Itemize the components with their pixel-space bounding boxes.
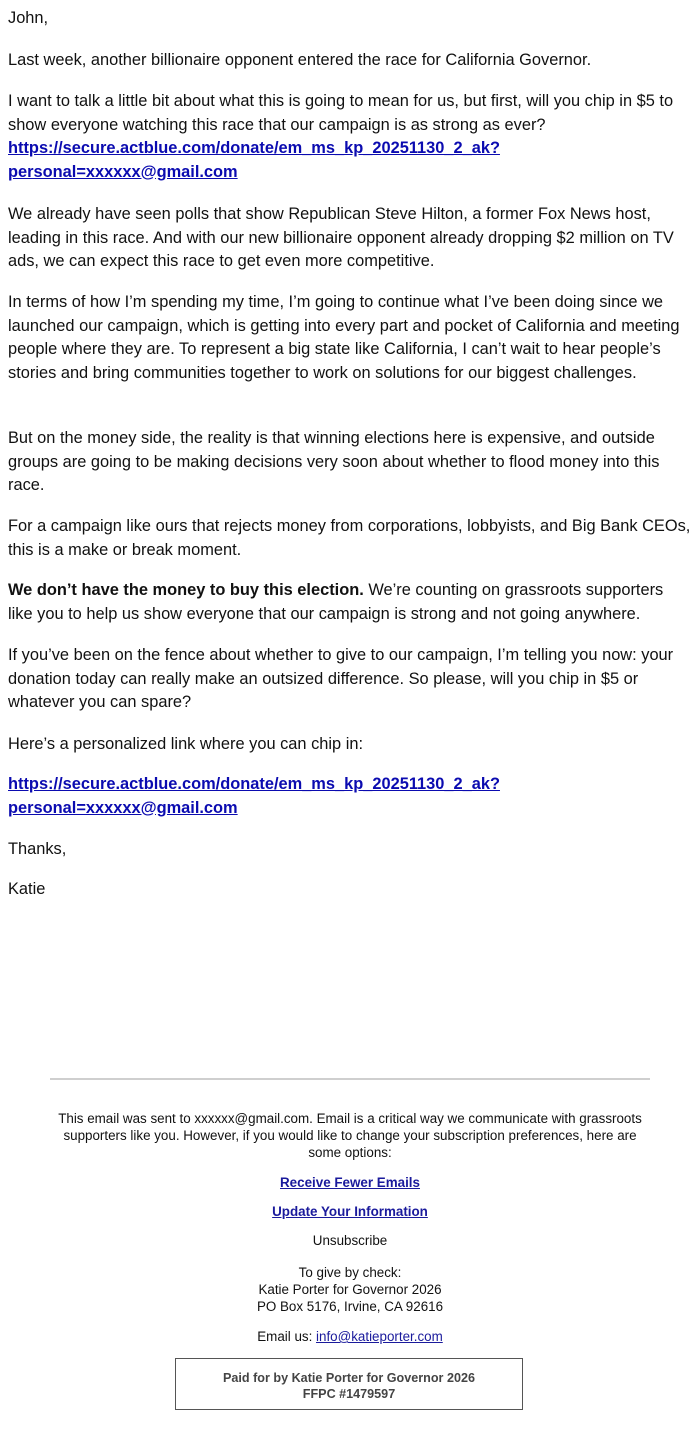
unsubscribe-link[interactable]: Unsubscribe <box>312 1233 388 1248</box>
check-label: To give by check: <box>298 1265 402 1280</box>
check-address: PO Box 5176, Irvine, CA 92616 <box>256 1299 444 1314</box>
update-information-link[interactable]: Update Your Information <box>272 1204 428 1219</box>
paid-for-line: Paid for by Katie Porter for Governor 2026 <box>223 1371 475 1385</box>
unsubscribe-row <box>50 1232 650 1249</box>
paragraph-make-or-break: For a campaign like ours that rejects money from corporations, lobbyists, and Big Bank CEOs, this is a make or break moment. <box>8 517 691 559</box>
check-address-block <box>50 1264 650 1315</box>
paragraph-personalized-link: Here’s a personalized link where you can chip in: <box>8 735 364 753</box>
paragraph-buy-election <box>8 579 692 626</box>
check-name: Katie Porter for Governor 2026 <box>258 1282 442 1297</box>
paid-for-box <box>175 1358 523 1410</box>
paragraph-on-the-fence: If you’ve been on the fence about whether to give to our campaign, I’m telling you now: your donation today can really make an outsized difference. So please, will you chip in $5 or whatever you can spare? <box>8 646 674 711</box>
thanks-line: Thanks, <box>8 840 67 858</box>
donate-link[interactable]: https://secure.actblue.com/donate/em_ms_kp_20251130_2_ak? personal=xxxxxx@gmail.com <box>8 139 500 181</box>
receive-fewer-emails-row <box>50 1174 650 1191</box>
greeting: John, <box>8 9 49 27</box>
paragraph-billionaire-entered: Last week, another billionaire opponent entered the race for California Governor. <box>8 51 592 69</box>
donate-link-paragraph <box>8 773 692 820</box>
paragraph-buy-election-rest: We’re counting on grassroots supporters like you to help us show everyone that our campaign is strong and not going anywhere. <box>8 581 664 623</box>
email-us-link[interactable]: info@katieporter.com <box>316 1329 443 1344</box>
paragraph-money-side: But on the money side, the reality is that winning elections here is expensive, and outside groups are going to be making decisions very soon about whether to flood money into this race. <box>8 429 660 494</box>
footer-notice: This email was sent to xxxxxx@gmail.com. Email is a critical way we communicate with grassroots supporters like you. However, if you would like to change your subscription preferences, here are some options: <box>58 1111 642 1160</box>
receive-fewer-emails-link[interactable]: Receive Fewer Emails <box>280 1175 420 1190</box>
update-information-row <box>50 1203 650 1220</box>
footer-divider <box>50 1078 650 1080</box>
paragraph-chip-in <box>8 90 692 184</box>
donate-link-2[interactable]: https://secure.actblue.com/donate/em_ms_kp_20251130_2_ak? personal=xxxxxx@gmail.com <box>8 775 500 817</box>
ffpc-line: FFPC #1479597 <box>302 1387 396 1401</box>
paragraph-chip-in-text: I want to talk a little bit about what this is going to mean for us, but first, will you chip in $5 to show everyone watching this race that our campaign is as strong as ever? <box>8 92 674 134</box>
email-us-row <box>50 1328 650 1345</box>
email-us-label: Email us: <box>257 1329 317 1344</box>
signature: Katie <box>8 880 46 898</box>
paragraph-polls: We already have seen polls that show Republican Steve Hilton, a former Fox News host, leading in this race. And with our new billionaire opponent already dropping $2 million on TV ads, we can expect this race to get even more competitive. <box>8 205 674 270</box>
paragraph-time: In terms of how I’m spending my time, I’m going to continue what I’ve been doing since we launched our campaign, which is getting into every part and pocket of California and meeting people where they are. To represent a big state like California, I can’t wait to hear people’s stories and bring communities together to work on solutions for our biggest challenges. <box>8 293 680 382</box>
bold-statement: We don’t have the money to buy this election. <box>8 581 364 599</box>
